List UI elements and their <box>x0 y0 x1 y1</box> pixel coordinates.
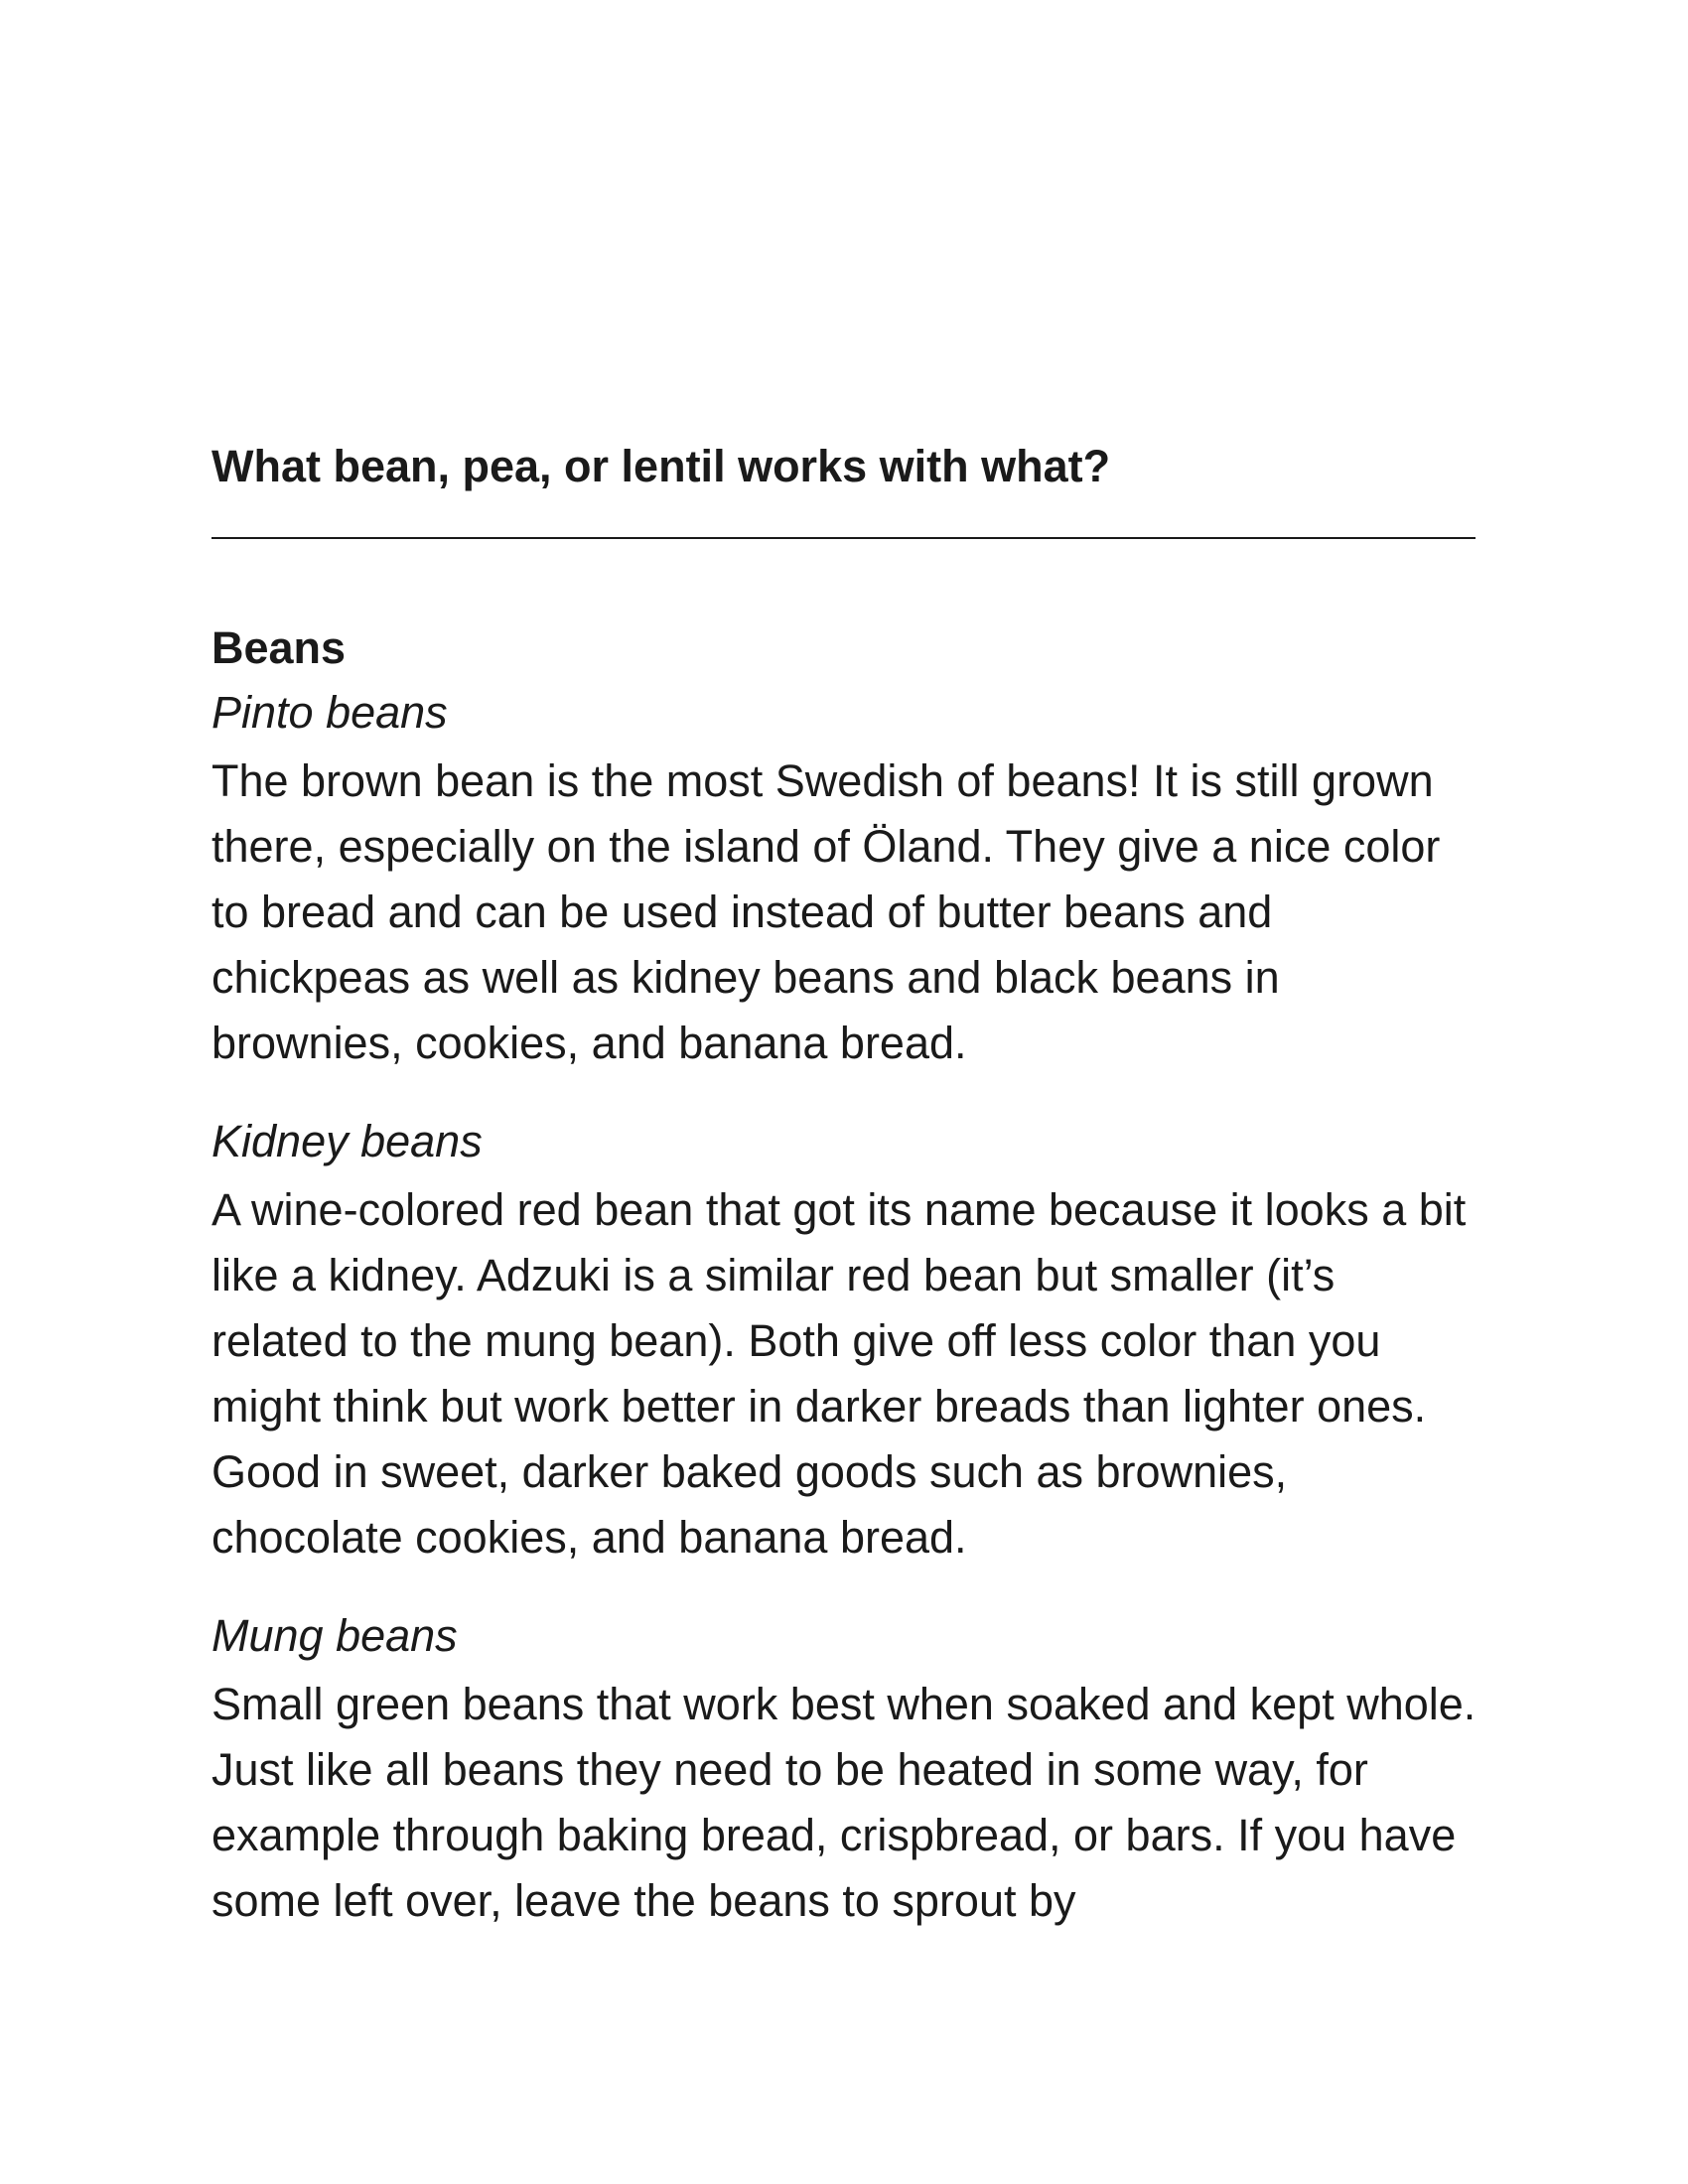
entry-name: Kidney beans <box>211 1116 483 1166</box>
entry-pinto-beans <box>211 683 1477 1076</box>
entry-description: Small green beans that work best when soaked and kept whole. Just like all beans they need to be heated in some way, for example through baking bread, crispbread, or bars. If you have some left over, leave the beans to sprout by <box>211 1679 1477 1926</box>
title-divider <box>211 537 1476 539</box>
entry-description: The brown bean is the most Swedish of beans! It is still grown there, especially on the island of Öland. They give a nice color to bread and can be used instead of butter beans and chickpeas as well as kidney beans and black beans in brownies, cookies, and banana bread. <box>211 755 1441 1068</box>
document-page <box>211 437 1477 1934</box>
entry-name: Pinto beans <box>211 687 448 738</box>
entry-mung-beans <box>211 1606 1477 1934</box>
document-title: What bean, pea, or lentil works with what? <box>211 441 1111 491</box>
entry-kidney-beans <box>211 1112 1477 1570</box>
entry-description: A wine-colored red bean that got its name because it looks a bit like a kidney. Adzuki is a similar red bean but smaller (it’s related to the mung bean). Both give off less color than you might think but work better in darker breads than lighter ones. Good in sweet, darker baked goods such as brownies, chocolate cookies, and banana bread. <box>211 1184 1467 1563</box>
section-heading-beans: Beans <box>211 622 347 673</box>
entry-name: Mung beans <box>211 1610 458 1661</box>
